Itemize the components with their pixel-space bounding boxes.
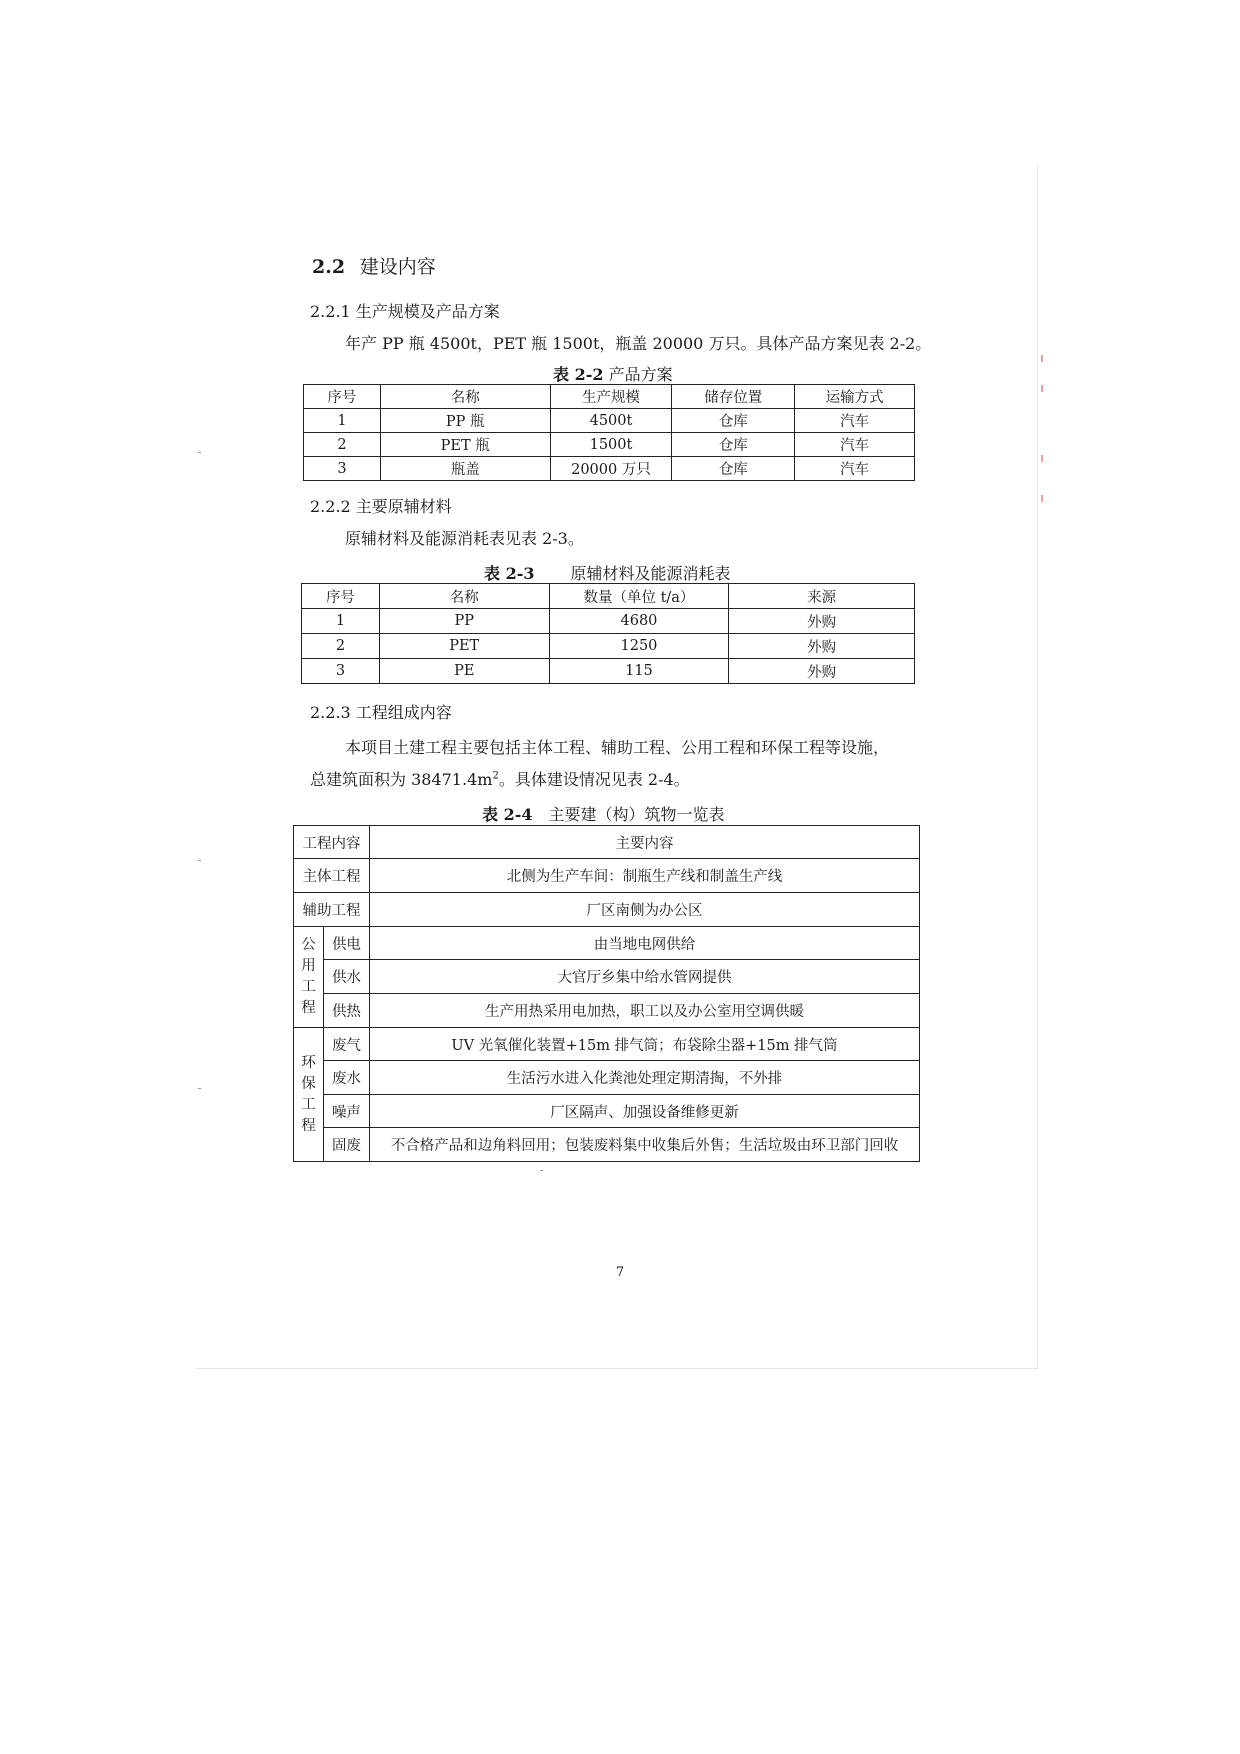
cell-content: UV 光氧催化装置+15m 排气筒；布袋除尘器+15m 排气筒 <box>369 1028 919 1061</box>
cell-source: 外购 <box>729 659 915 684</box>
cell-index: 1 <box>302 609 380 634</box>
scan-edge-mark <box>1041 385 1043 392</box>
table-row <box>294 1028 920 1061</box>
cell-scale: 20000 万只 <box>550 457 672 481</box>
cell-quantity: 115 <box>549 659 729 684</box>
header-cell: 序号 <box>304 385 381 409</box>
cell-storage: 仓库 <box>672 409 795 433</box>
cell-content: 大官厅乡集中给水管网提供 <box>369 960 919 994</box>
cell-subcategory: 废水 <box>323 1061 369 1095</box>
table-2-3 <box>301 583 915 684</box>
table-2-4 <box>293 825 920 1162</box>
table-row <box>294 960 920 994</box>
table-row <box>304 409 915 433</box>
cell-content: 厂区南侧为办公区 <box>369 893 919 927</box>
cell-transport: 汽车 <box>795 409 915 433</box>
cell-storage: 仓库 <box>672 433 795 457</box>
table-row <box>294 1095 920 1128</box>
cell-subcategory: 噪声 <box>323 1095 369 1128</box>
paragraph-223-line1: 本项目土建工程主要包括主体工程、辅助工程、公用工程和环保工程等设施， <box>345 738 890 757</box>
cell-content: 厂区隔声、加强设备维修更新 <box>369 1095 919 1128</box>
cell-transport: 汽车 <box>795 433 915 457</box>
cell-subcategory: 废气 <box>323 1028 369 1061</box>
page-number: 7 <box>615 1265 625 1280</box>
cell-name: PET 瓶 <box>380 433 550 457</box>
table-row <box>294 1128 920 1162</box>
area-text: 总建筑面积为 38471.4m <box>310 770 493 789</box>
section-title: 建设内容 <box>359 256 436 278</box>
cell-category: 主体工程 <box>294 859 370 893</box>
group-char: 保 <box>301 1075 316 1092</box>
cell-content: 不合格产品和边角料回用；包装废料集中收集后外售；生活垃圾由环卫部门回收 <box>369 1128 919 1162</box>
caption-title: 主要建（构）筑物一览表 <box>548 805 725 824</box>
table-row <box>294 893 920 927</box>
scan-speck <box>198 860 201 861</box>
cell-name: PET <box>379 634 549 659</box>
cell-content: 由当地电网供给 <box>369 927 919 960</box>
cell-subcategory: 供电 <box>323 927 369 960</box>
table-row <box>294 1061 920 1095</box>
scan-page-edge-bottom <box>196 1368 1038 1369</box>
group-char: 程 <box>301 1000 316 1016</box>
cell-source: 外购 <box>729 634 915 659</box>
cell-index: 2 <box>302 634 380 659</box>
cell-content: 生活污水进入化粪池处理定期清掏，不外排 <box>369 1061 919 1095</box>
group-char: 工 <box>301 1096 316 1113</box>
cell-index: 3 <box>304 457 381 481</box>
caption-label: 表 2-3 <box>484 564 535 583</box>
table-row <box>304 433 915 457</box>
group-char: 公 <box>301 937 316 953</box>
paragraph-222: 原辅材料及能源消耗表见表 2-3。 <box>345 529 584 548</box>
caption-label: 表 2-4 <box>482 805 533 824</box>
scan-speck <box>540 1170 543 1171</box>
header-cell: 储存位置 <box>672 385 795 409</box>
scan-page-edge-right <box>1037 165 1038 1370</box>
group-char: 程 <box>301 1117 316 1134</box>
cell-index: 3 <box>302 659 380 684</box>
cell-name: PE <box>379 659 549 684</box>
table-2-2 <box>303 384 915 481</box>
header-cell: 来源 <box>729 584 915 609</box>
header-cell: 运输方式 <box>795 385 915 409</box>
subsection-heading-223: 2.2.3 工程组成内容 <box>310 703 452 722</box>
cell-quantity: 4680 <box>549 609 729 634</box>
cell-content: 生产用热采用电加热，职工以及办公室用空调供暖 <box>369 994 919 1028</box>
section-number: 2.2 <box>312 256 346 278</box>
header-cell: 生产规模 <box>550 385 672 409</box>
cell-subcategory: 供热 <box>323 994 369 1028</box>
header-cell: 名称 <box>379 584 549 609</box>
cell-index: 1 <box>304 409 381 433</box>
cell-subcategory: 固废 <box>323 1128 369 1162</box>
scan-speck <box>198 1088 201 1089</box>
header-cell: 工程内容 <box>294 826 370 859</box>
table-2-4-caption <box>482 802 725 825</box>
caption-label: 表 2-2 <box>553 365 604 384</box>
cell-quantity: 1250 <box>549 634 729 659</box>
group-public-works <box>294 927 324 1028</box>
caption-title: 原辅材料及能源消耗表 <box>570 564 731 583</box>
header-cell: 主要内容 <box>369 826 919 859</box>
header-cell: 数量（单位 t/a） <box>549 584 729 609</box>
area-superscript: 2 <box>492 770 499 782</box>
cell-index: 2 <box>304 433 381 457</box>
table-row <box>302 659 915 684</box>
table-row <box>294 927 920 960</box>
group-char: 用 <box>301 958 316 974</box>
header-cell: 名称 <box>380 385 550 409</box>
cell-scale: 4500t <box>550 409 672 433</box>
paragraph-223-line2 <box>310 767 690 790</box>
table-row <box>294 994 920 1028</box>
scan-speck <box>198 452 201 453</box>
paragraph-221: 年产 PP 瓶 4500t，PET 瓶 1500t，瓶盖 20000 万只。具体产品方案见表 2-2。 <box>345 334 932 353</box>
cell-category: 辅助工程 <box>294 893 370 927</box>
table-row <box>302 634 915 659</box>
table-2-2-caption <box>553 362 673 385</box>
cell-content: 北侧为生产车间：制瓶生产线和制盖生产线 <box>369 859 919 893</box>
cell-name: PP <box>379 609 549 634</box>
cell-transport: 汽车 <box>795 457 915 481</box>
group-char: 工 <box>301 979 316 995</box>
area-text-tail: 。具体建设情况见表 2-4。 <box>498 770 690 789</box>
scan-edge-mark <box>1041 495 1043 502</box>
subsection-heading-221: 2.2.1 生产规模及产品方案 <box>310 302 500 321</box>
table-2-3-caption <box>484 561 731 584</box>
subsection-heading-222: 2.2.2 主要原辅材料 <box>310 497 452 516</box>
caption-title: 产品方案 <box>603 365 673 384</box>
group-char: 环 <box>301 1054 316 1071</box>
cell-storage: 仓库 <box>672 457 795 481</box>
cell-subcategory: 供水 <box>323 960 369 994</box>
scan-edge-mark <box>1041 355 1043 362</box>
table-row <box>294 859 920 893</box>
table-row <box>302 609 915 634</box>
header-cell: 序号 <box>302 584 380 609</box>
cell-source: 外购 <box>729 609 915 634</box>
group-environmental-works <box>294 1028 324 1162</box>
cell-name: 瓶盖 <box>380 457 550 481</box>
cell-name: PP 瓶 <box>380 409 550 433</box>
section-heading <box>312 252 436 279</box>
table-row <box>304 457 915 481</box>
scan-edge-mark <box>1041 455 1043 462</box>
cell-scale: 1500t <box>550 433 672 457</box>
